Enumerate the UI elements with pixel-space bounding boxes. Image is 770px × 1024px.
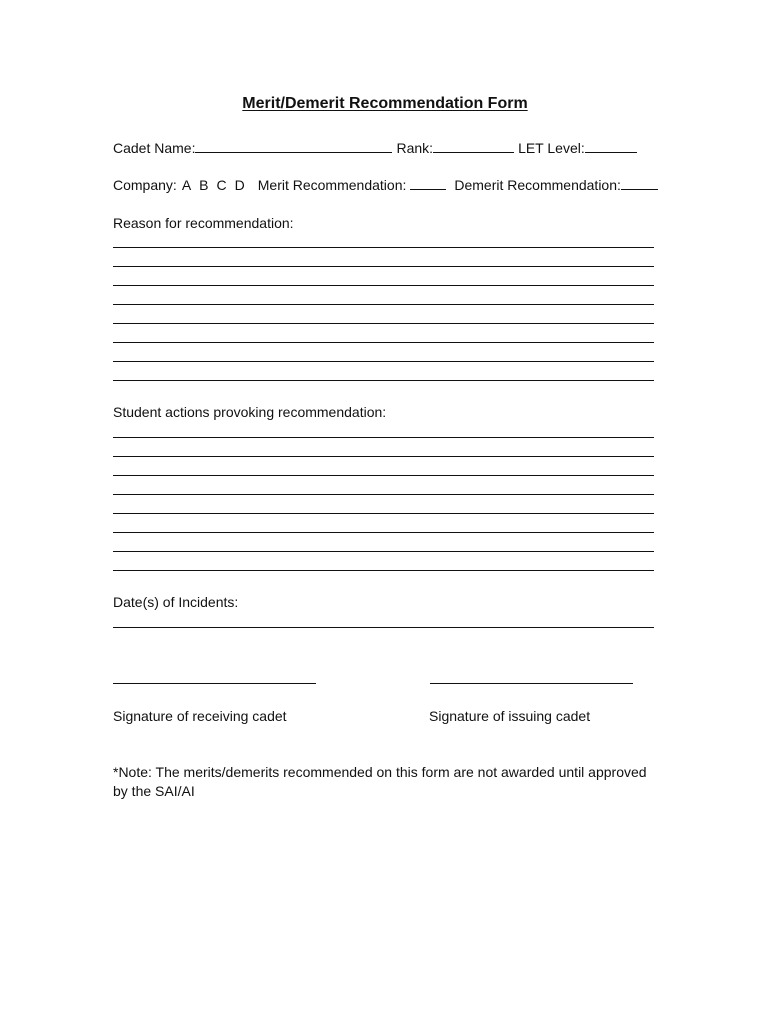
merit-label: Merit Recommendation: <box>257 177 407 193</box>
reason-line[interactable] <box>113 247 654 248</box>
sig-issuing-line[interactable] <box>430 683 633 684</box>
sig-receiving-line[interactable] <box>113 683 316 684</box>
cadet-name-field[interactable] <box>195 140 392 153</box>
dates-label: Date(s) of Incidents: <box>113 594 239 610</box>
company-label: Company: <box>113 177 177 193</box>
demerit-field[interactable] <box>621 177 658 190</box>
actions-line[interactable] <box>113 570 654 571</box>
reason-label: Reason for recommendation: <box>113 215 294 231</box>
actions-line[interactable] <box>113 551 654 552</box>
reason-line[interactable] <box>113 266 654 267</box>
merit-field[interactable] <box>410 177 446 190</box>
actions-line[interactable] <box>113 456 654 457</box>
dates-line[interactable] <box>113 627 654 628</box>
form-title: Merit/Demerit Recommendation Form <box>242 95 528 112</box>
reason-line[interactable] <box>113 285 654 286</box>
reason-line[interactable] <box>113 361 654 362</box>
reason-line[interactable] <box>113 304 654 305</box>
sig-issuing-label: Signature of issuing cadet <box>429 708 591 724</box>
company-option-c[interactable]: C <box>216 177 227 193</box>
actions-line[interactable] <box>113 437 654 438</box>
let-level-field[interactable] <box>585 140 637 153</box>
actions-line[interactable] <box>113 532 654 533</box>
cadet-info-row <box>113 140 637 156</box>
reason-line[interactable] <box>113 380 654 381</box>
company-row <box>113 177 658 193</box>
actions-line[interactable] <box>113 475 654 476</box>
actions-label: Student actions provoking recommendation: <box>113 404 387 420</box>
company-option-a[interactable]: A <box>181 177 192 193</box>
reason-line[interactable] <box>113 342 654 343</box>
actions-line[interactable] <box>113 513 654 514</box>
sig-receiving-label: Signature of receiving cadet <box>113 708 287 724</box>
company-option-d[interactable]: D <box>234 177 245 193</box>
actions-line[interactable] <box>113 494 654 495</box>
rank-label: Rank: <box>396 140 434 156</box>
demerit-label: Demerit Recommendation: <box>454 177 621 193</box>
cadet-name-label: Cadet Name: <box>113 140 196 156</box>
let-level-label: LET Level: <box>518 140 585 156</box>
approval-note: *Note: The merits/demerits recommended on this form are not awarded until approved by the SAI/AI <box>113 764 647 799</box>
rank-field[interactable] <box>433 140 514 153</box>
company-option-b[interactable]: B <box>199 177 209 193</box>
reason-line[interactable] <box>113 323 654 324</box>
